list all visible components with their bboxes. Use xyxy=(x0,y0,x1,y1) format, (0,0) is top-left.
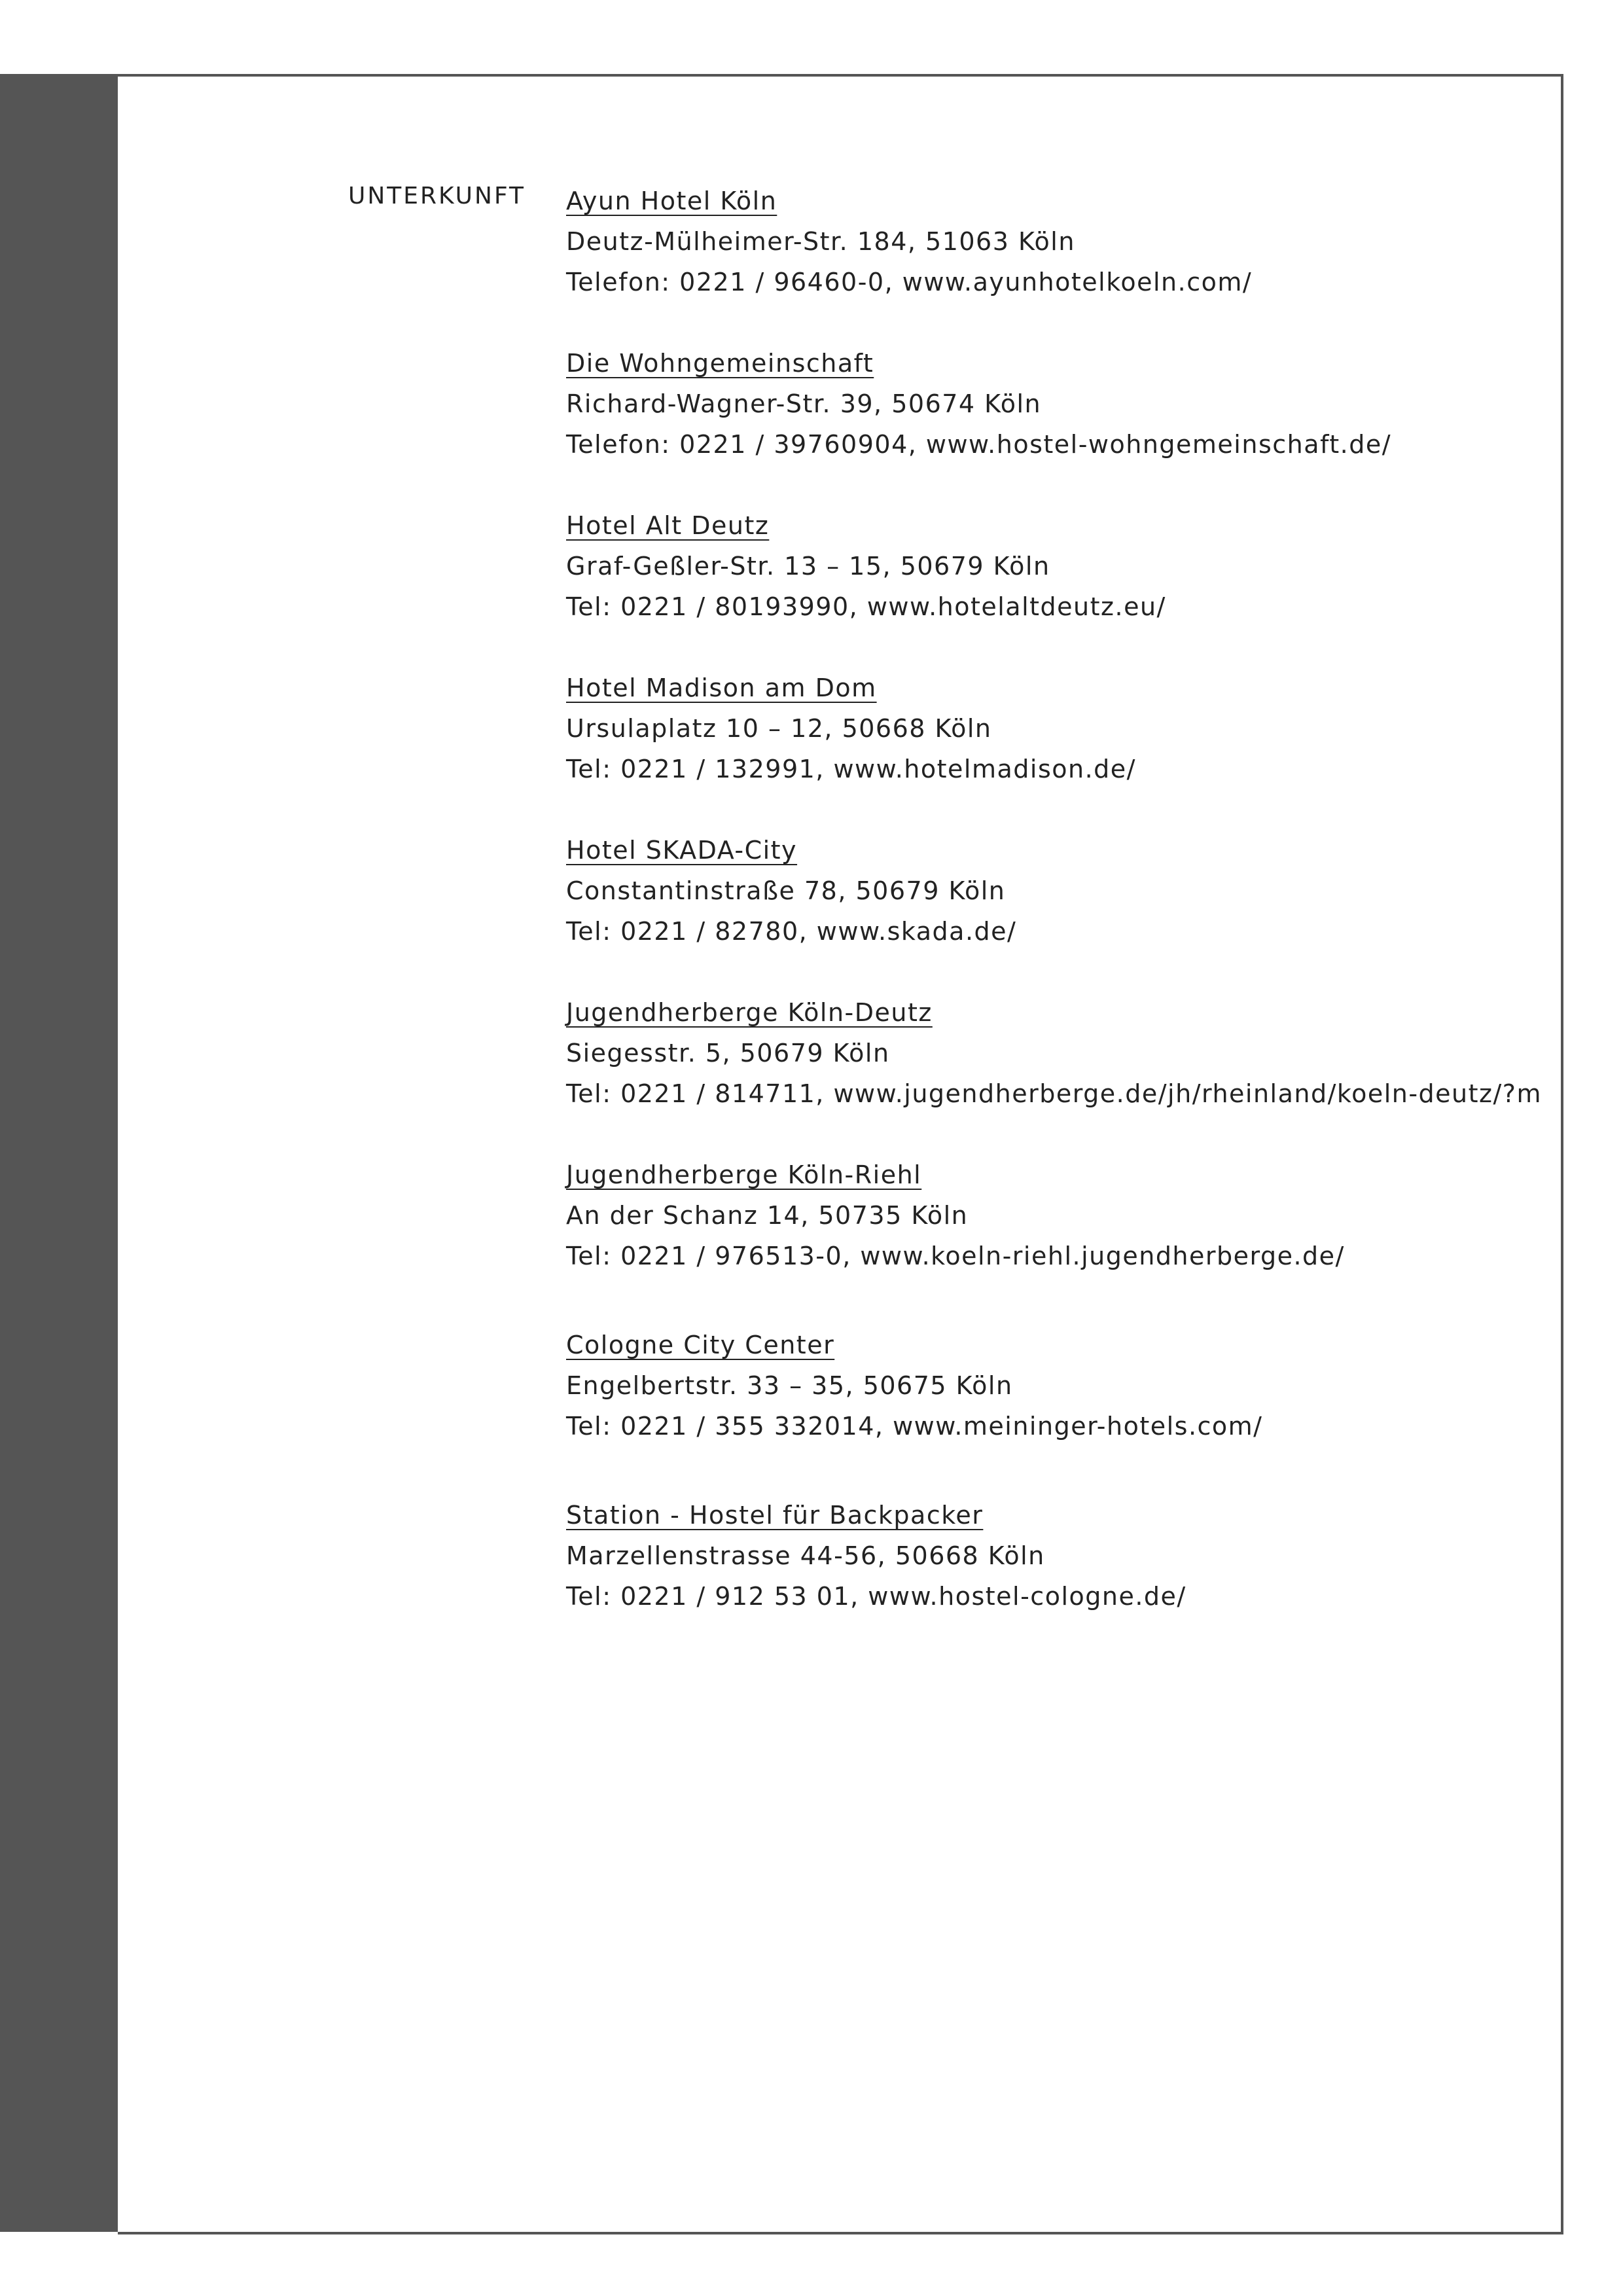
accommodation-entry xyxy=(566,1325,1548,1446)
entry-contact: Tel: 0221 / 912 53 01, www.hostel-cologne.de/ xyxy=(566,1582,1186,1611)
entry-name: Station - Hostel für Backpacker xyxy=(566,1501,984,1530)
accommodation-entry xyxy=(566,505,1548,627)
entry-address: Constantinstraße 78, 50679 Köln xyxy=(566,876,1006,905)
entry-name: Hotel Madison am Dom xyxy=(566,673,877,702)
section-label: UNTERKUNFT xyxy=(348,183,526,209)
entry-address: Engelbertstr. 33 – 35, 50675 Köln xyxy=(566,1371,1013,1400)
entry-contact: Tel: 0221 / 132991, www.hotelmadison.de/ xyxy=(566,755,1136,783)
accommodation-entry xyxy=(566,830,1548,952)
entry-contact: Telefon: 0221 / 39760904, www.hostel-wohngemeinschaft.de/ xyxy=(566,430,1391,459)
entry-address: Deutz-Mülheimer-Str. 184, 51063 Köln xyxy=(566,227,1075,256)
entry-address: Ursulaplatz 10 – 12, 50668 Köln xyxy=(566,714,992,743)
entry-name: Cologne City Center xyxy=(566,1331,835,1359)
entry-name: Ayun Hotel Köln xyxy=(566,187,777,215)
entry-name: Jugendherberge Köln-Deutz xyxy=(566,998,933,1027)
entry-address: Richard-Wagner-Str. 39, 50674 Köln xyxy=(566,389,1042,418)
entry-contact: Tel: 0221 / 355 332014, www.meininger-hotels.com/ xyxy=(566,1412,1263,1441)
entry-name: Hotel Alt Deutz xyxy=(566,511,770,540)
accommodation-entry xyxy=(566,992,1548,1114)
entry-address: Graf-Geßler-Str. 13 – 15, 50679 Köln xyxy=(566,552,1050,581)
accommodation-entry xyxy=(566,1155,1548,1276)
accommodation-entry xyxy=(566,1495,1548,1617)
entry-name: Die Wohngemeinschaft xyxy=(566,349,874,378)
entry-address: Marzellenstrasse 44-56, 50668 Köln xyxy=(566,1541,1045,1570)
entry-name: Hotel SKADA-City xyxy=(566,836,798,865)
entry-contact: Telefon: 0221 / 96460-0, www.ayunhotelkoeln.com/ xyxy=(566,268,1253,296)
entry-contact: Tel: 0221 / 80193990, www.hotelaltdeutz.eu/ xyxy=(566,592,1166,621)
accommodation-entry xyxy=(566,181,1548,302)
entry-address: An der Schanz 14, 50735 Köln xyxy=(566,1201,969,1230)
entry-contact: Tel: 0221 / 82780, www.skada.de/ xyxy=(566,917,1017,946)
side-bar xyxy=(0,74,118,2232)
entry-address: Siegesstr. 5, 50679 Köln xyxy=(566,1039,890,1067)
accommodation-entry xyxy=(566,343,1548,465)
entry-contact: Tel: 0221 / 976513-0, www.koeln-riehl.jugendherberge.de/ xyxy=(566,1242,1345,1270)
entry-name: Jugendherberge Köln-Riehl xyxy=(566,1160,922,1189)
accommodation-entry xyxy=(566,668,1548,789)
entry-contact: Tel: 0221 / 814711, www.jugendherberge.de/jh/rheinland/koeln-deutz/?m xyxy=(566,1079,1542,1108)
